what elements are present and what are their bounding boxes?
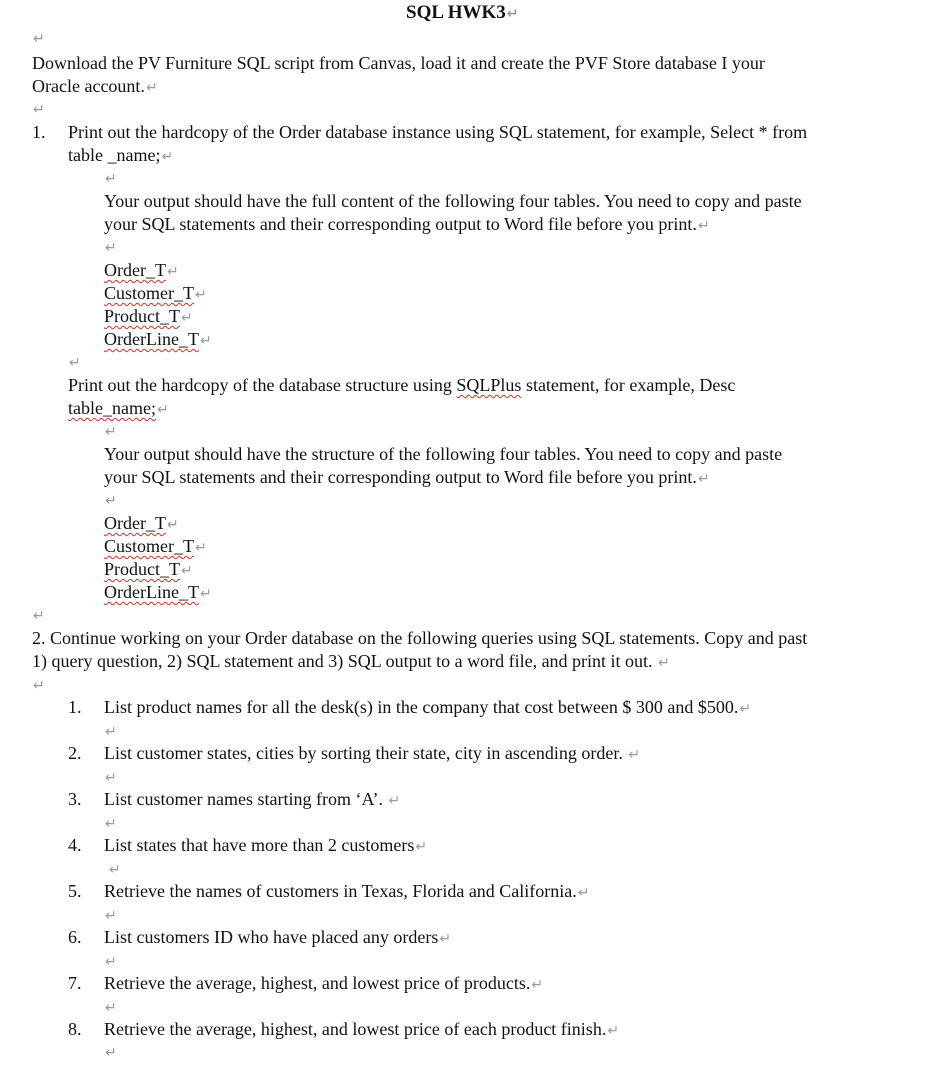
paragraph-mark-icon: ↵ xyxy=(415,839,428,855)
paragraph-mark-icon: ↵ xyxy=(105,816,117,832)
query-number: 4. xyxy=(68,835,82,855)
empty-paragraph xyxy=(32,603,45,628)
paragraph-mark-icon: ↵ xyxy=(105,770,117,786)
desc-line: Print out the hardcopy of the database structure using SQLPlus statement, for example, Desc xyxy=(68,375,736,395)
empty-paragraph xyxy=(68,350,81,375)
paragraph-mark-icon: ↵ xyxy=(531,977,544,993)
paragraph-mark-icon: ↵ xyxy=(105,1000,117,1016)
section2-line: 2. Continue working on your Order database on the following queries using SQL statements. Copy and past xyxy=(32,628,808,648)
list-number: 1. xyxy=(32,122,46,142)
empty-paragraph xyxy=(104,419,117,444)
page-title: SQL HWK3↵ xyxy=(406,2,519,23)
empty-paragraph xyxy=(104,765,117,790)
paragraph-mark-icon: ↵ xyxy=(697,218,710,234)
query-number: 5. xyxy=(68,881,82,901)
query-number: 6. xyxy=(68,927,82,947)
paragraph-mark-icon: ↵ xyxy=(33,102,45,118)
empty-paragraph xyxy=(104,903,117,928)
paragraph-mark-icon: ↵ xyxy=(105,1045,117,1061)
table-name: Customer_T↵ xyxy=(104,536,207,556)
query-number: 1. xyxy=(68,697,82,717)
table-name: Order_T↵ xyxy=(104,260,179,280)
section2-line: 1) query question, 2) SQL statement and 3) SQL output to a word file, and print it out. ↵ xyxy=(32,651,670,671)
empty-paragraph xyxy=(104,811,117,836)
paragraph-mark-icon: ↵ xyxy=(199,586,212,602)
query-item: List product names for all the desk(s) in the company that cost between $ 300 and $500.↵ xyxy=(104,697,752,717)
paragraph-mark-icon: ↵ xyxy=(439,931,452,947)
note-line: your SQL statements and their corresponding output to Word file before you print.↵ xyxy=(104,214,710,234)
empty-paragraph xyxy=(104,995,117,1020)
paragraph-mark-icon: ↵ xyxy=(658,655,670,671)
paragraph-mark-icon: ↵ xyxy=(166,264,179,280)
desc-line: table_name;↵ xyxy=(68,398,169,418)
table-name: Order_T↵ xyxy=(104,513,179,533)
paragraph-mark-icon: ↵ xyxy=(105,954,117,970)
query-item: Retrieve the names of customers in Texas, Florida and California.↵ xyxy=(104,881,590,901)
note-line: your SQL statements and their corresponding output to Word file before you print.↵ xyxy=(104,467,710,487)
query-item: List states that have more than 2 customers↵ xyxy=(104,835,428,855)
paragraph-mark-icon: ↵ xyxy=(577,885,590,901)
empty-paragraph xyxy=(108,857,121,882)
paragraph-mark-icon: ↵ xyxy=(145,80,158,96)
section1-line: Print out the hardcopy of the Order database instance using SQL statement, for example, Select * from xyxy=(68,122,808,142)
query-item: List customer states, cities by sorting their state, city in ascending order. ↵ xyxy=(104,743,641,763)
paragraph-mark-icon: ↵ xyxy=(697,471,710,487)
paragraph-mark-icon: ↵ xyxy=(105,493,117,509)
query-number: 7. xyxy=(68,973,82,993)
query-item: Retrieve the average, highest, and lowest price of products.↵ xyxy=(104,973,544,993)
table-name: OrderLine_T↵ xyxy=(104,329,212,349)
paragraph-mark-icon: ↵ xyxy=(195,540,207,556)
paragraph-mark-icon: ↵ xyxy=(105,724,117,740)
paragraph-mark-icon: ↵ xyxy=(166,517,179,533)
paragraph-mark-icon: ↵ xyxy=(181,563,193,579)
paragraph-mark-icon: ↵ xyxy=(739,701,752,717)
paragraph-mark-icon: ↵ xyxy=(199,333,212,349)
empty-paragraph xyxy=(104,488,117,513)
table-name: Customer_T↵ xyxy=(104,283,207,303)
empty-paragraph xyxy=(104,1040,117,1065)
section1-line: table _name;↵ xyxy=(68,145,174,165)
paragraph-mark-icon: ↵ xyxy=(105,240,117,256)
paragraph-mark-icon: ↵ xyxy=(161,149,174,165)
paragraph-mark-icon: ↵ xyxy=(105,908,117,924)
paragraph-mark-icon: ↵ xyxy=(156,402,169,418)
paragraph-mark-icon: ↵ xyxy=(109,862,121,878)
empty-paragraph xyxy=(32,97,45,122)
query-item: List customer names starting from ‘A’. ↵ xyxy=(104,789,401,809)
paragraph-mark-icon: ↵ xyxy=(388,793,401,809)
query-item: Retrieve the average, highest, and lowest price of each product finish.↵ xyxy=(104,1019,620,1039)
paragraph-mark-icon: ↵ xyxy=(105,424,117,440)
table-name: OrderLine_T↵ xyxy=(104,582,212,602)
paragraph-mark-icon: ↵ xyxy=(33,678,45,694)
paragraph-mark-icon: ↵ xyxy=(628,747,641,763)
paragraph-mark-icon: ↵ xyxy=(181,310,193,326)
paragraph-mark-icon: ↵ xyxy=(195,287,207,303)
paragraph-mark-icon: ↵ xyxy=(105,171,117,187)
empty-paragraph xyxy=(104,719,117,744)
empty-paragraph xyxy=(104,235,117,260)
query-number: 2. xyxy=(68,743,82,763)
paragraph-mark-icon: ↵ xyxy=(33,31,45,47)
empty-paragraph xyxy=(104,166,117,191)
empty-paragraph xyxy=(32,673,45,698)
note-line: Your output should have the full content of the following four tables. You need to copy and paste xyxy=(104,191,802,211)
paragraph-mark-icon: ↵ xyxy=(607,1023,620,1039)
query-item: List customers ID who have placed any orders↵ xyxy=(104,927,452,947)
table-name: Product_T↵ xyxy=(104,306,193,326)
intro-line: Oracle account.↵ xyxy=(32,76,158,96)
paragraph-mark-icon: ↵ xyxy=(33,608,45,624)
paragraph-mark-icon: ↵ xyxy=(506,6,519,22)
paragraph-mark-icon: ↵ xyxy=(69,355,81,371)
query-number: 8. xyxy=(68,1019,82,1039)
table-name: Product_T↵ xyxy=(104,559,193,579)
intro-line: Download the PV Furniture SQL script from Canvas, load it and create the PVF Store database I your xyxy=(32,53,765,73)
note-line: Your output should have the structure of the following four tables. You need to copy and paste xyxy=(104,444,783,464)
empty-paragraph xyxy=(104,949,117,974)
query-number: 3. xyxy=(68,789,82,809)
empty-paragraph xyxy=(32,26,45,51)
